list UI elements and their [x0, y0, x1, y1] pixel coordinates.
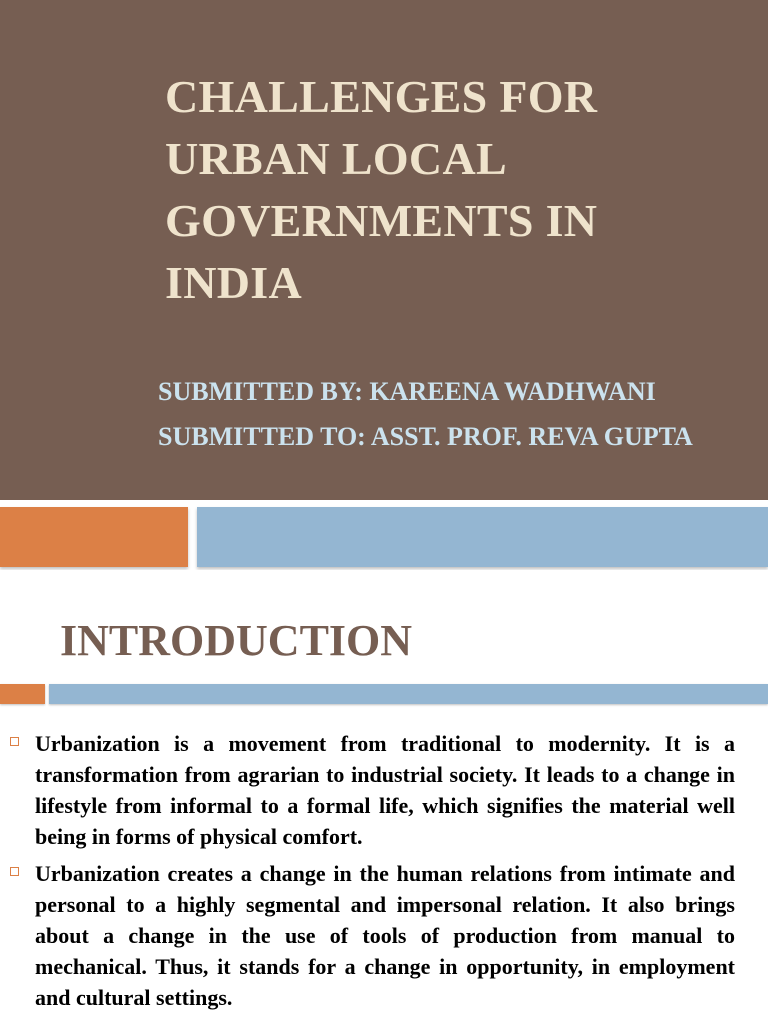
list-item [0, 858, 768, 1013]
heading-accent-bar-orange [0, 684, 45, 704]
heading-accent-bar-blue [49, 684, 768, 704]
slide-title: CHALLENGES FOR URBAN LOCAL GOVERNMENTS IN INDIA [165, 71, 598, 308]
submitted-to: SUBMITTED TO: ASST. PROF. REVA GUPTA [158, 422, 693, 451]
accent-bar-blue [197, 507, 768, 567]
title-slide [0, 0, 768, 500]
slide-divider [0, 500, 768, 507]
list-item [0, 728, 768, 852]
bullet-text: Urbanization creates a change in the human relations from intimate and personal to a highly segmental and impersonal relation. It also brings about a change in the use of tools of production from manual to mechanical. Thus, it stands for a change in opportunity, in employment and cultural settings. [35, 861, 735, 1010]
hollow-square-bullet-icon [10, 737, 19, 746]
introduction-heading: INTRODUCTION [60, 616, 413, 665]
accent-bar-orange [0, 507, 188, 567]
submitted-by: SUBMITTED BY: KAREENA WADHWANI [158, 377, 656, 406]
bullet-text: Urbanization is a movement from traditional to modernity. It is a transformation from agrarian to industrial society. It leads to a change in lifestyle from informal to a formal life, which signifies the material well being in forms of physical comfort. [35, 731, 735, 849]
bullet-list [0, 728, 768, 1019]
hollow-square-bullet-icon [10, 867, 19, 876]
